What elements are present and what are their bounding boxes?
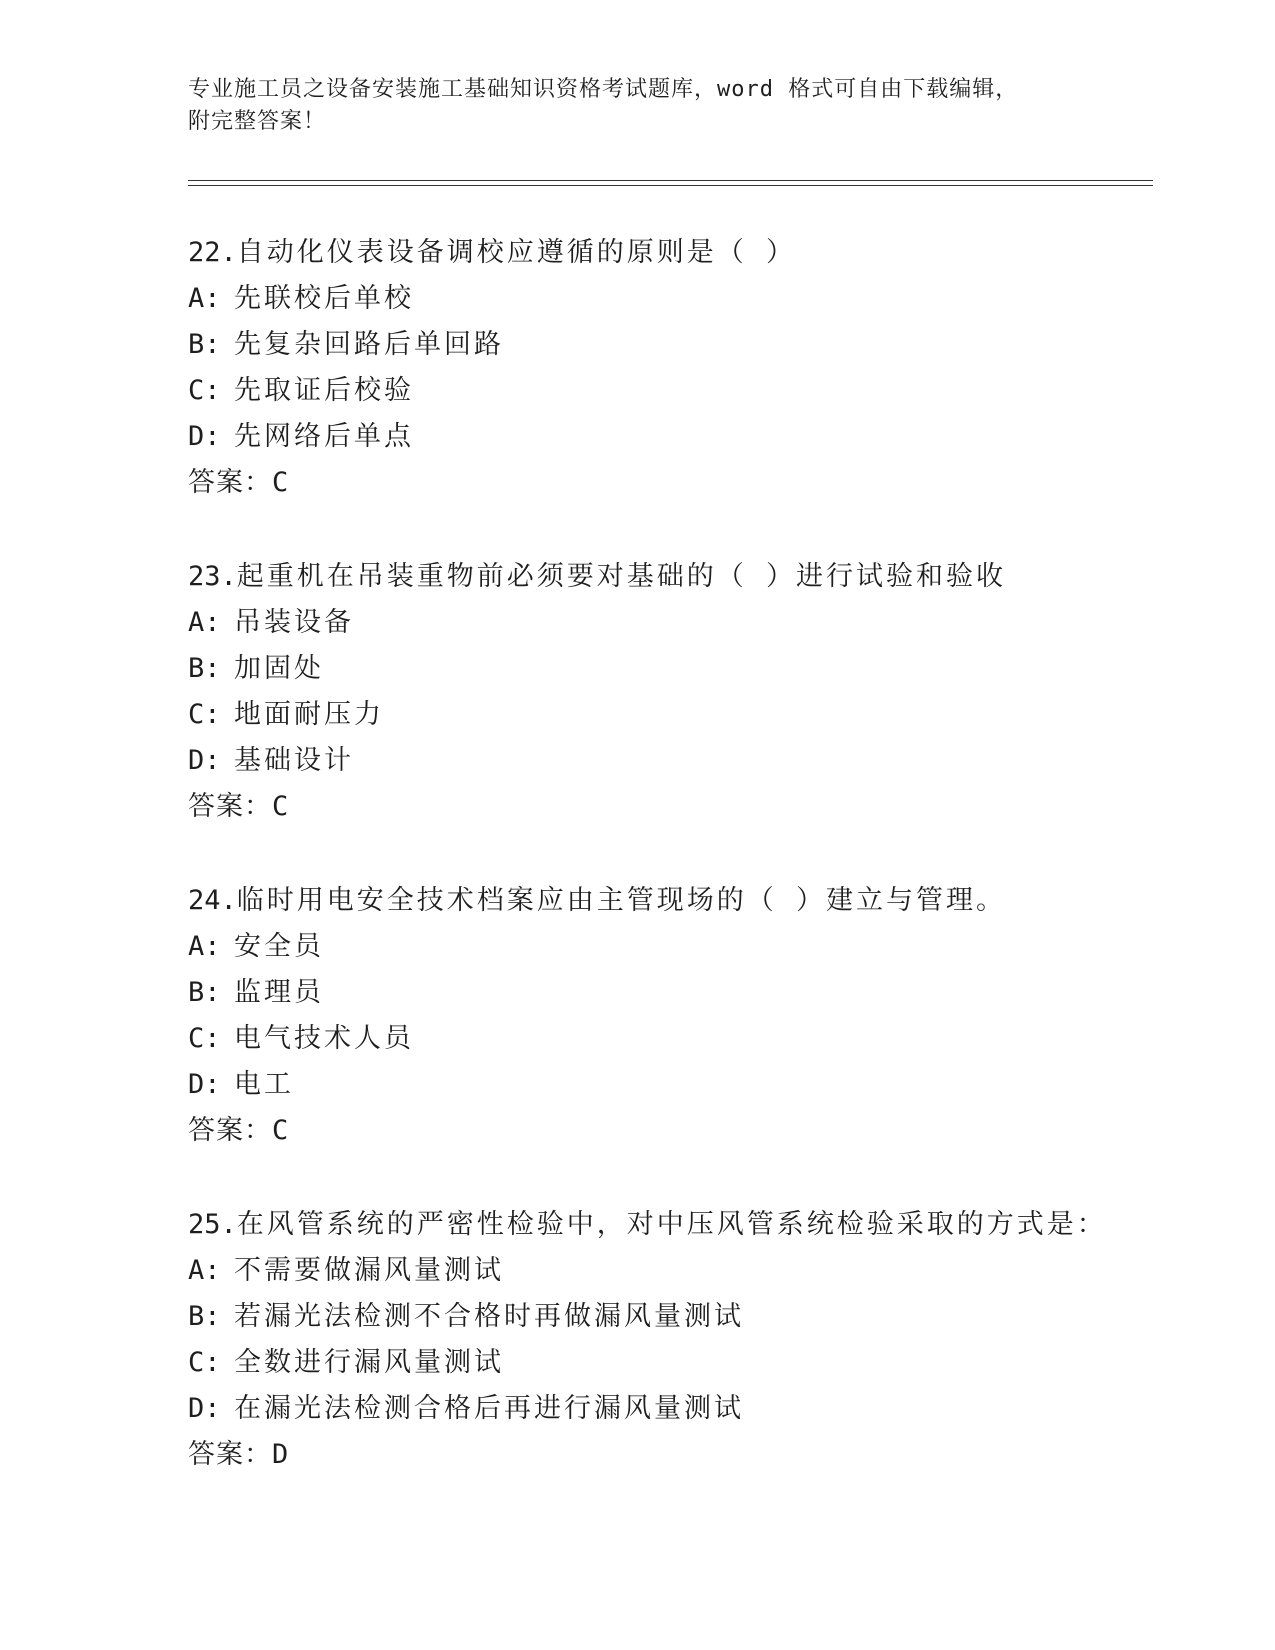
header-title-line-2: 附完整答案！ — [188, 109, 327, 134]
question-25 — [188, 1202, 1148, 1478]
question-stem — [188, 878, 1148, 924]
answer-line: 答案：C — [188, 791, 290, 822]
option-letter: B: — [188, 653, 221, 684]
header-divider-top — [188, 180, 1153, 181]
option-text: 先网络后单点 — [234, 421, 414, 452]
option-letter: A: — [188, 931, 221, 962]
question-number: 25. — [188, 1209, 237, 1240]
option-d — [188, 1386, 1148, 1432]
question-text: 临时用电安全技术档案应由主管现场的（ ）建立与管理。 — [236, 885, 1007, 916]
option-b — [188, 646, 1148, 692]
option-letter: D: — [188, 421, 221, 452]
option-b — [188, 322, 1148, 368]
question-text: 自动化仪表设备调校应遵循的原则是（ ） — [236, 237, 797, 268]
option-text: 地面耐压力 — [234, 699, 384, 730]
option-text: 加固处 — [234, 653, 324, 684]
option-letter: C: — [188, 1023, 221, 1054]
option-text: 监理员 — [234, 977, 324, 1008]
option-text: 电气技术人员 — [234, 1023, 414, 1054]
option-text: 先复杂回路后单回路 — [234, 329, 504, 360]
option-letter: C: — [188, 699, 221, 730]
answer-line: 答案：C — [188, 1115, 290, 1146]
option-b — [188, 970, 1148, 1016]
question-stem — [188, 230, 1148, 276]
option-text: 先取证后校验 — [234, 375, 414, 406]
option-text: 在漏光法检测合格后再进行漏风量测试 — [234, 1393, 744, 1424]
option-a — [188, 600, 1148, 646]
option-letter: A: — [188, 607, 221, 638]
option-text: 先联校后单校 — [234, 283, 414, 314]
question-22 — [188, 230, 1148, 506]
question-number: 23. — [188, 561, 237, 592]
option-text: 不需要做漏风量测试 — [234, 1255, 504, 1286]
option-letter: B: — [188, 1301, 221, 1332]
question-list — [188, 230, 1148, 1526]
question-text: 起重机在吊装重物前必须要对基础的（ ）进行试验和验收 — [236, 561, 1007, 592]
option-letter: C: — [188, 1347, 221, 1378]
option-c — [188, 1340, 1148, 1386]
question-stem — [188, 554, 1148, 600]
question-text: 在风管系统的严密性检验中，对中压风管系统检验采取的方式是： — [236, 1209, 1107, 1240]
option-text: 电工 — [234, 1069, 294, 1100]
option-letter: D: — [188, 1393, 221, 1424]
option-c — [188, 1016, 1148, 1062]
question-23 — [188, 554, 1148, 830]
option-b — [188, 1294, 1148, 1340]
option-text: 安全员 — [234, 931, 324, 962]
option-letter: D: — [188, 1069, 221, 1100]
header-divider-bottom — [188, 185, 1153, 186]
option-letter: B: — [188, 329, 221, 360]
option-d — [188, 414, 1148, 460]
option-c — [188, 692, 1148, 738]
option-letter: D: — [188, 745, 221, 776]
option-d — [188, 1062, 1148, 1108]
option-letter: A: — [188, 283, 221, 314]
option-a — [188, 924, 1148, 970]
option-text: 吊装设备 — [234, 607, 354, 638]
answer-line: 答案：C — [188, 467, 290, 498]
question-24 — [188, 878, 1148, 1154]
option-text: 全数进行漏风量测试 — [234, 1347, 504, 1378]
option-letter: A: — [188, 1255, 221, 1286]
question-number: 24. — [188, 885, 237, 916]
option-d — [188, 738, 1148, 784]
option-a — [188, 1248, 1148, 1294]
option-text: 基础设计 — [234, 745, 354, 776]
header-title-line-1: 专业施工员之设备安装施工基础知识资格考试题库，word 格式可自由下载编辑， — [188, 77, 1019, 102]
question-number: 22. — [188, 237, 237, 268]
option-letter: B: — [188, 977, 221, 1008]
question-stem — [188, 1202, 1148, 1248]
option-c — [188, 368, 1148, 414]
option-letter: C: — [188, 375, 221, 406]
answer-line: 答案：D — [188, 1439, 290, 1470]
option-a — [188, 276, 1148, 322]
document-header — [188, 74, 1088, 138]
option-text: 若漏光法检测不合格时再做漏风量测试 — [234, 1301, 744, 1332]
